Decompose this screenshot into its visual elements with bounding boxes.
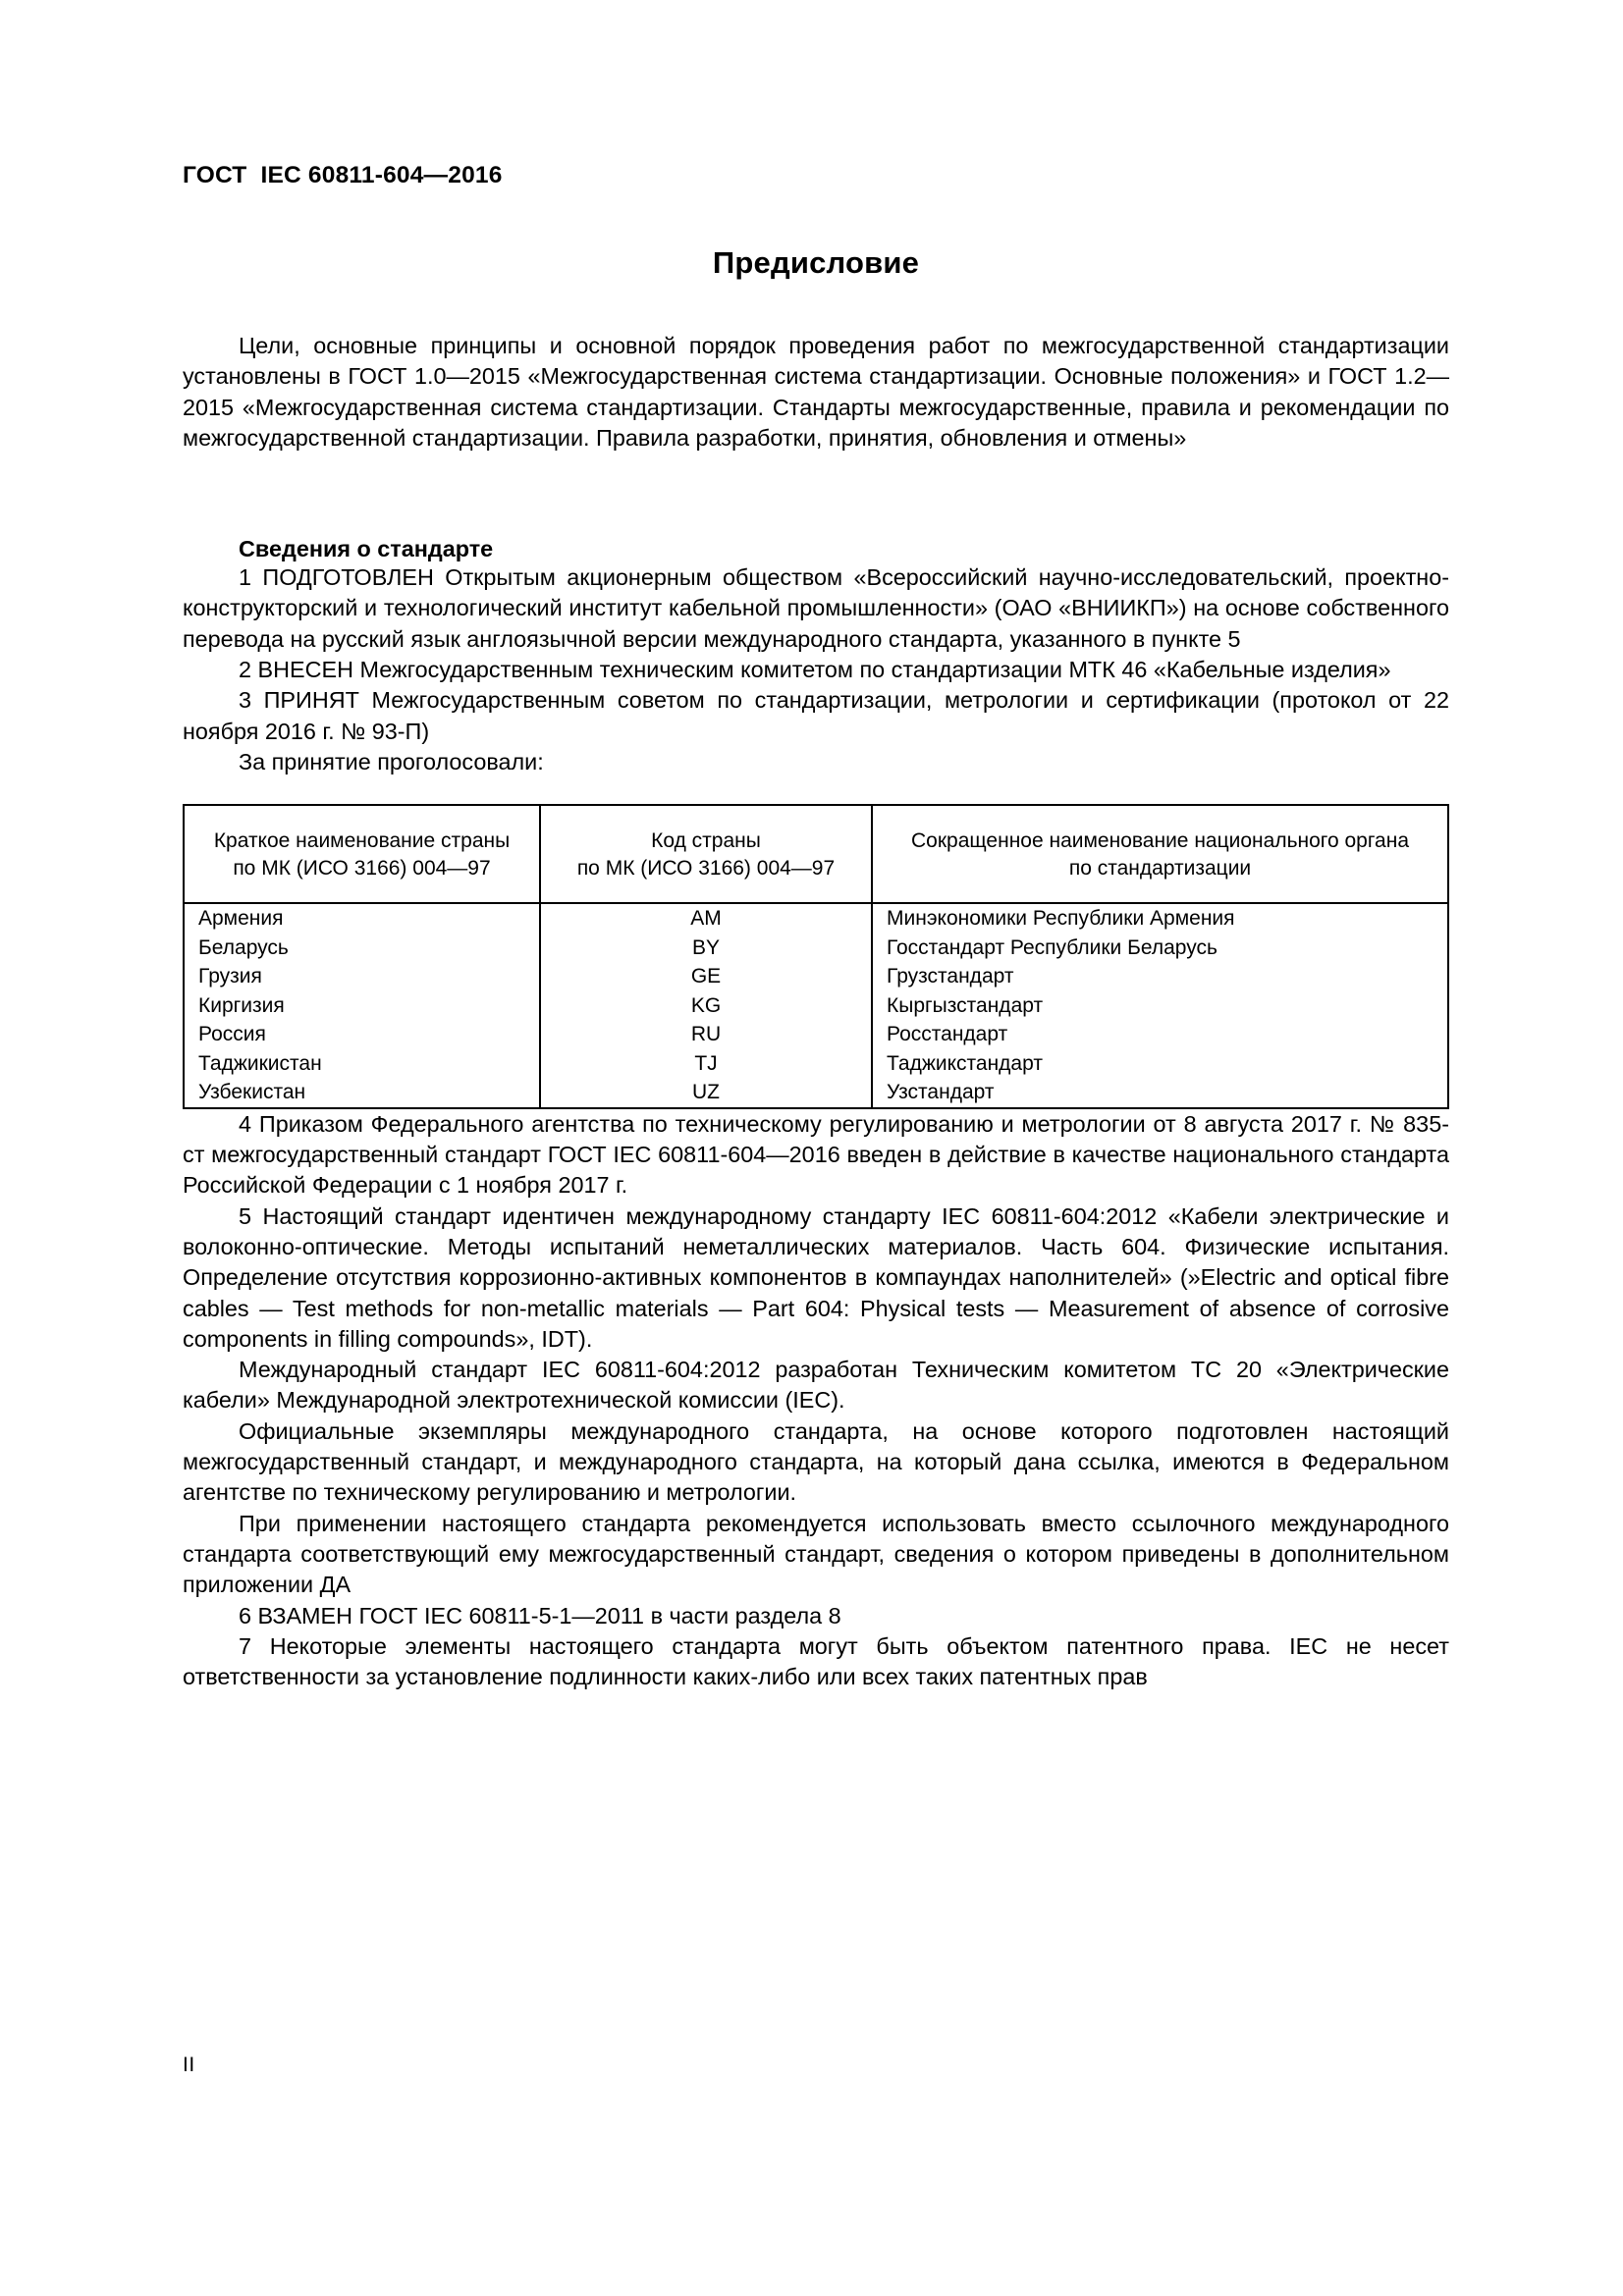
standard-info-item-3: 3 ПРИНЯТ Межгосударственным советом по стандартизации, метрологии и сертификации (протокол от 22 ноября 2016 г. № 93-П) — [183, 687, 1449, 744]
standard-info-item-4: 4 Приказом Федерального агентства по техническому регулированию и метрологии от 8 августа 2017 г. № 835-ст межгосударственный стандарт ГОСТ IEC 60811-604—2016 введен в действие в качестве национального стандарта Российской Федерации с 1 ноября 2017 г. — [183, 1110, 1449, 1199]
table-row — [185, 903, 1447, 934]
cell-country: Киргизия — [185, 991, 540, 1021]
cell-code: KG — [540, 991, 872, 1021]
table-row — [185, 991, 1447, 1021]
column-header-code-line2: по МК (ИСО 3166) 004—97 — [576, 857, 836, 881]
cell-code: UZ — [540, 1078, 872, 1107]
cell-country: Беларусь — [185, 934, 540, 963]
cell-body: Кыргызстандарт — [887, 993, 1044, 1017]
cell-body: Грузстандарт — [887, 965, 1014, 988]
section-heading-standard-info: Сведения о стандарте — [239, 536, 494, 562]
cell-code: AM — [540, 903, 872, 934]
table-row — [185, 1020, 1447, 1049]
cell-country: Узбекистан — [185, 1078, 540, 1107]
standard-info-item-6: 6 ВЗАМЕН ГОСТ IEC 60811-5-1—2011 в части раздела 8 — [239, 1602, 841, 1629]
column-header-body-line1: Сокращенное наименование национального органа — [910, 829, 1410, 853]
standard-info-item-3-subline: За принятие проголосовали: — [239, 748, 544, 774]
cell-country: Армения — [185, 903, 540, 934]
standard-info-item-5-para-3: Официальные экземпляры международного стандарта, на основе которого подготовлен настоящий межгосударственный стандарт, и международного стандарта, на который дана ссылка, имеются в Федеральном агентстве по техническому регулированию и метрологии. — [183, 1417, 1449, 1506]
column-header-code-line1: Код страны — [651, 829, 761, 853]
table-row — [185, 962, 1447, 991]
cell-country: Таджикистан — [185, 1049, 540, 1079]
vote-table-head — [185, 806, 1447, 903]
cell-country: Россия — [185, 1020, 540, 1049]
cell-code: RU — [540, 1020, 872, 1049]
cell-code: TJ — [540, 1049, 872, 1079]
cell-body: Узстандарт — [887, 1081, 995, 1104]
standard-info-item-7: 7 Некоторые элементы настоящего стандарта могут быть объектом патентного права. IEC не несет ответственности за установление подлинности каких-либо или всех таких патентных прав — [183, 1632, 1449, 1690]
table-header-row — [185, 806, 1447, 903]
cell-country: Грузия — [185, 962, 540, 991]
table-row — [185, 934, 1447, 963]
page-title: Предисловие — [712, 245, 920, 280]
intro-paragraph: Цели, основные принципы и основной порядок проведения работ по межгосударственной стандартизации установлены в ГОСТ 1.0—2015 «Межгосударственная система стандартизации. Основные положения» и ГОСТ 1.2—2015 «Межгосударственная система стандартизации. Стандарты межгосударственные, правила и рекомендации по межгосударственной стандартизации. Правила разработки, принятия, обновления и отмены» — [183, 333, 1449, 451]
page-content — [183, 0, 1449, 1692]
cell-code: GE — [540, 962, 872, 991]
vote-table-body — [185, 903, 1447, 1107]
running-head: ГОСТ IEC 60811-604—2016 — [183, 162, 503, 188]
vote-table — [185, 806, 1447, 1107]
cell-body: Минэкономики Республики Армения — [887, 907, 1235, 931]
column-header-code — [540, 806, 872, 903]
column-header-body — [872, 806, 1447, 903]
standard-info-item-1: 1 ПОДГОТОВЛЕН Открытым акционерным обществом «Всероссийский научно-исследовательский, проектно-конструкторский и технологический институт кабельной промышленности» (ОАО «ВНИИКП») на основе собственного перевода на русский язык англоязычной версии международного стандарта, указанного в пункте 5 — [183, 564, 1449, 652]
cell-body: Росстандарт — [887, 1023, 1008, 1046]
column-header-body-line2: по стандартизации — [1068, 857, 1252, 881]
cell-body: Таджикстандарт — [887, 1051, 1043, 1075]
standard-info-item-5-para-4: При применении настоящего стандарта рекомендуется использовать вместо ссылочного международного стандарта соответствующий ему межгосударственный стандарт, сведения о котором приведены в дополнительном приложении ДА — [183, 1510, 1449, 1598]
column-header-country-line2: по МК (ИСО 3166) 004—97 — [233, 857, 491, 881]
standard-info-item-2: 2 ВНЕСЕН Межгосударственным техническим комитетом по стандартизации МТК 46 «Кабельные изделия» — [239, 657, 1391, 683]
standard-info-item-5-para-1: 5 Настоящий стандарт идентичен международному стандарту IEC 60811-604:2012 «Кабели электрические и волоконно-оптические. Методы испытаний неметаллических материалов. Часть 604. Физические испытания. Определение отсутствия коррозионно-активных компонентов в компаундах наполнителей» (»Electric and optical fibre cables — Test methods for non-metallic materials — Part 604: Physical tests — Measurement of absence of corrosive components in filling compounds», IDT). — [183, 1202, 1449, 1352]
table-row — [185, 1078, 1447, 1107]
cell-body: Госстандарт Республики Беларусь — [887, 935, 1217, 959]
column-header-country — [185, 806, 540, 903]
vote-table-wrapper — [183, 804, 1449, 1109]
standard-info-item-5-para-2: Международный стандарт IEC 60811-604:2012 разработан Техническим комитетом ТС 20 «Электрические кабели» Международной электротехнической комиссии (IEC). — [183, 1357, 1449, 1414]
page-number: II — [183, 2054, 195, 2076]
cell-code: BY — [540, 934, 872, 963]
column-header-country-line1: Краткое наименование страны — [213, 829, 511, 853]
table-row — [185, 1049, 1447, 1079]
